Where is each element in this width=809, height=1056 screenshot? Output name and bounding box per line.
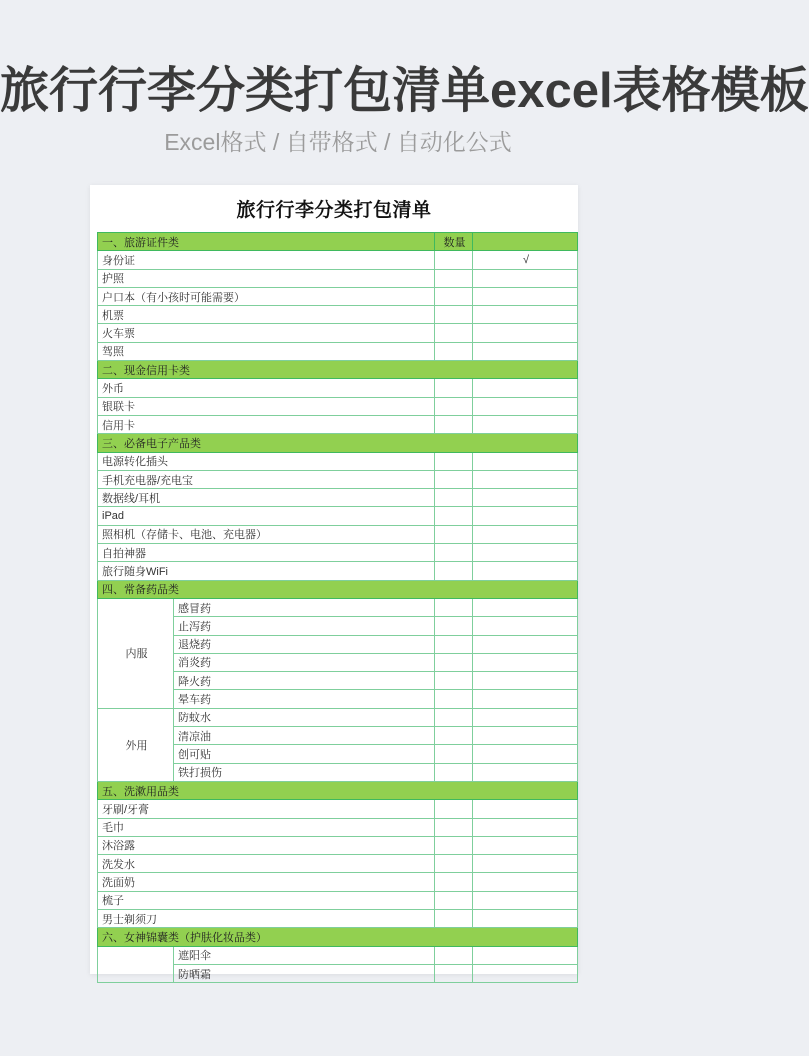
item-label-cell: 银联卡 [98,397,435,415]
check-cell [473,909,578,927]
item-label-cell: 消炎药 [174,653,435,671]
check-cell [473,946,578,964]
item-label-cell: iPad [98,507,435,525]
item-label-cell: 降火药 [174,672,435,690]
check-cell [473,306,578,324]
hero-title-text: 旅行行李分类打包清单excel表格模板 [0,64,809,118]
check-cell [473,836,578,854]
section-header-label: 五、洗漱用品类 [98,781,578,799]
check-cell: √ [473,251,578,269]
check-cell [473,800,578,818]
item-label-cell: 机票 [98,306,435,324]
quantity-cell [435,251,473,269]
section-header-label: 一、旅游证件类 [98,233,435,251]
quantity-cell [435,544,473,562]
quantity-cell [435,269,473,287]
template-preview-card[interactable] [90,185,578,981]
check-cell [473,708,578,726]
item-label-cell: 清凉油 [174,727,435,745]
item-row [98,855,578,873]
item-label-cell: 毛巾 [98,818,435,836]
quantity-cell [435,818,473,836]
item-row [98,507,578,525]
check-cell [473,525,578,543]
quantity-cell [435,653,473,671]
item-row [98,818,578,836]
item-label-cell: 止泻药 [174,617,435,635]
check-cell [473,598,578,616]
check-cell [473,269,578,287]
quantity-cell [435,324,473,342]
section-header-row [98,233,578,251]
quantity-cell [435,452,473,470]
quantity-cell [435,635,473,653]
check-cell [473,324,578,342]
check-cell [473,745,578,763]
item-label-cell: 退烧药 [174,635,435,653]
check-cell [473,690,578,708]
quantity-cell [435,745,473,763]
item-row [98,397,578,415]
item-label-cell: 铁打损伤 [174,763,435,781]
item-label-cell: 火车票 [98,324,435,342]
item-row [98,470,578,488]
item-label-cell: 遮阳伞 [174,946,435,964]
item-row [98,324,578,342]
item-label-cell: 外币 [98,379,435,397]
item-label-cell: 手机充电器/充电宝 [98,470,435,488]
section-header-row [98,781,578,799]
item-row [98,891,578,909]
item-label-cell: 晕车药 [174,690,435,708]
check-cell [473,672,578,690]
hero-subtitle: Excel格式 / 自带格式 / 自动化公式 [164,129,512,155]
quantity-cell [435,617,473,635]
group-name-cell: 外用 [98,708,174,781]
check-cell [473,873,578,891]
quantity-column-header: 数量 [435,233,473,251]
item-row [98,342,578,360]
check-cell [473,415,578,433]
check-cell [473,544,578,562]
quantity-cell [435,690,473,708]
item-label-cell: 照相机（存储卡、电池、充电器） [98,525,435,543]
item-label-cell: 洗发水 [98,855,435,873]
quantity-cell [435,873,473,891]
quantity-cell [435,727,473,745]
section-header-label: 六、女神锦囊类（护肤化妆品类） [98,928,578,946]
quantity-cell [435,946,473,964]
item-label-cell: 驾照 [98,342,435,360]
check-cell [473,635,578,653]
quantity-cell [435,909,473,927]
check-cell [473,763,578,781]
quantity-cell [435,415,473,433]
quantity-cell [435,964,473,982]
quantity-cell [435,342,473,360]
section-header-label: 四、常备药品类 [98,580,578,598]
item-row [98,251,578,269]
item-row [98,415,578,433]
check-cell [473,379,578,397]
quantity-cell [435,507,473,525]
item-row [98,544,578,562]
quantity-cell [435,708,473,726]
group-item-row [98,946,578,964]
item-label-cell: 自拍神器 [98,544,435,562]
item-label-cell: 梳子 [98,891,435,909]
check-cell [473,818,578,836]
check-cell [473,855,578,873]
check-cell [473,562,578,580]
item-label-cell: 牙刷/牙膏 [98,800,435,818]
item-row [98,489,578,507]
quantity-cell [435,800,473,818]
quantity-cell [435,836,473,854]
quantity-cell [435,379,473,397]
group-name-cell: 内服 [98,598,174,708]
item-label-cell: 洗面奶 [98,873,435,891]
group-name-cell [98,946,174,983]
check-cell [473,964,578,982]
sheet-table-body [98,233,578,983]
quantity-cell [435,598,473,616]
section-header-row [98,434,578,452]
section-header-label: 三、必备电子产品类 [98,434,578,452]
quantity-cell [435,306,473,324]
item-label-cell: 护照 [98,269,435,287]
check-cell [473,617,578,635]
quantity-cell [435,287,473,305]
item-row [98,562,578,580]
check-cell [473,342,578,360]
item-label-cell: 户口本（有小孩时可能需要） [98,287,435,305]
quantity-cell [435,891,473,909]
sheet-title: 旅行行李分类打包清单 [236,200,432,221]
quantity-cell [435,489,473,507]
item-row [98,909,578,927]
item-label-cell: 感冒药 [174,598,435,616]
item-label-cell: 信用卡 [98,415,435,433]
group-item-row [98,598,578,616]
sheet-table [97,232,578,983]
quantity-cell [435,672,473,690]
hero-title [0,58,809,124]
item-row [98,269,578,287]
item-row [98,800,578,818]
check-cell [473,287,578,305]
check-cell [473,452,578,470]
item-label-cell: 身份证 [98,251,435,269]
item-label-cell: 数据线/耳机 [98,489,435,507]
item-label-cell: 沐浴露 [98,836,435,854]
check-cell [473,397,578,415]
quantity-cell [435,397,473,415]
check-cell [473,891,578,909]
item-row [98,379,578,397]
quantity-cell [435,470,473,488]
check-cell [473,507,578,525]
quantity-cell [435,562,473,580]
check-cell [473,489,578,507]
item-row [98,525,578,543]
check-cell [473,653,578,671]
section-header-spacer [473,233,578,251]
section-header-row [98,580,578,598]
section-header-label: 二、现金信用卡类 [98,361,578,379]
item-label-cell: 男士剃须刀 [98,909,435,927]
section-header-row [98,928,578,946]
check-cell [473,727,578,745]
quantity-cell [435,525,473,543]
quantity-cell [435,855,473,873]
item-row [98,287,578,305]
quantity-cell [435,763,473,781]
item-label-cell: 防蚊水 [174,708,435,726]
item-label-cell: 旅行随身WiFi [98,562,435,580]
item-label-cell: 防晒霜 [174,964,435,982]
item-row [98,306,578,324]
item-row [98,836,578,854]
group-item-row [98,708,578,726]
check-cell [473,470,578,488]
item-label-cell: 电源转化插头 [98,452,435,470]
item-row [98,452,578,470]
section-header-row [98,361,578,379]
item-row [98,873,578,891]
item-label-cell: 创可贴 [174,745,435,763]
